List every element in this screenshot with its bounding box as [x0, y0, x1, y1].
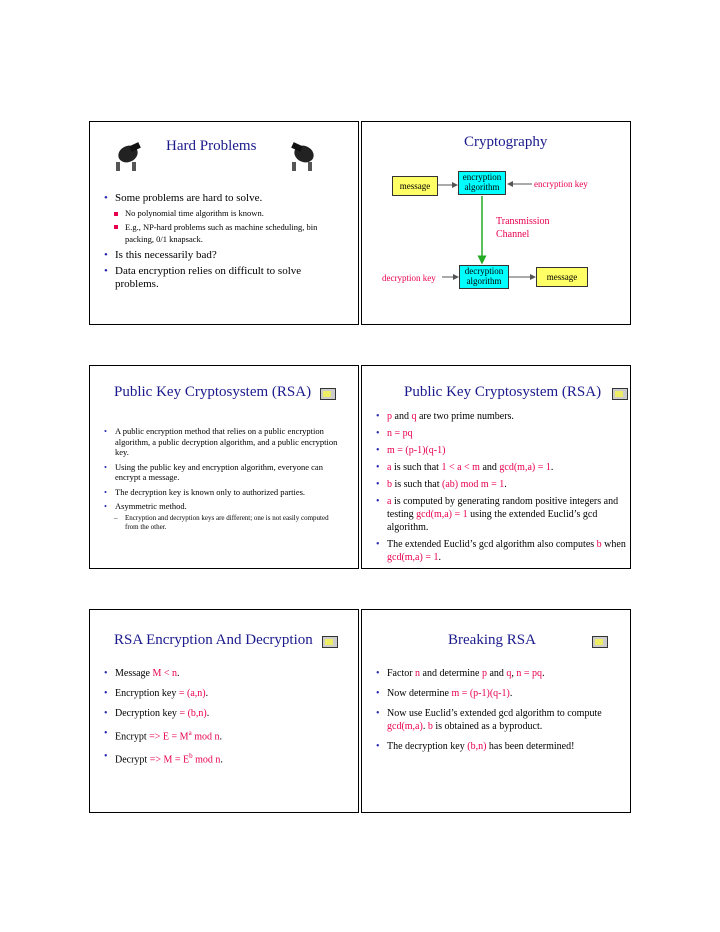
list-item: • Factor n and determine p and q, n = pq. [376, 668, 545, 679]
slide-public-key-2 [361, 365, 631, 569]
list-item: • The decryption key is known only to authorized parties. [104, 486, 306, 497]
list-item: • p and q are two prime numbers. [376, 411, 514, 422]
list-item: • Encryption key = (a,n). [104, 688, 209, 699]
bullet-list [104, 426, 342, 532]
speaker-icon [592, 636, 608, 648]
bullet-list [104, 192, 350, 291]
list-item: • Decryption key = (b,n). [104, 708, 210, 719]
slide-title: Cryptography [464, 134, 548, 150]
list-item: • Some problems are hard to solve. [104, 192, 263, 204]
speaker-icon [612, 388, 628, 400]
list-item: • m = (p-1)(q-1) [376, 445, 446, 456]
slide-title: Hard Problems [166, 138, 257, 154]
slide-title: RSA Encryption And Decryption [114, 632, 313, 648]
bullet-list [104, 667, 344, 767]
decryption-algorithm-box: decryption algorithm [459, 265, 509, 289]
slide-hard-problems [89, 121, 359, 325]
list-item: • b is such that (ab) mod m = 1. [376, 479, 507, 490]
bullet-list [376, 667, 626, 753]
cannon-icon [286, 142, 322, 172]
decryption-key-label: decryption key [382, 273, 436, 283]
list-item: • Message M < n. [104, 668, 180, 679]
speaker-icon [322, 636, 338, 648]
diagram-arrows [362, 122, 632, 326]
list-item: • Using the public key and encryption algorithm, everyone can encrypt a message. [104, 461, 323, 482]
list-item: • a is such that 1 < a < m and gcd(m,a) = 1. [376, 462, 554, 473]
list-item: • Decrypt => $M = E^b$ mod n. [104, 751, 223, 766]
slide-title: Public Key Cryptosystem (RSA) [404, 384, 602, 400]
slide-rsa-enc-dec [89, 609, 359, 813]
slide-title: Breaking RSA [448, 632, 536, 648]
list-item: E.g., NP-hard problems such as machine scheduling, bin packing, 0/1 knapsack. [114, 221, 350, 245]
message-box: message [392, 176, 438, 196]
transmission-channel-label: Transmission Channel [496, 216, 550, 240]
cannon-icon [110, 142, 146, 172]
message-box: message [536, 267, 588, 287]
encryption-key-label: encryption key [534, 179, 588, 189]
list-item: • Encrypt => $E = M^a$ mod n. [104, 728, 222, 743]
encryption-algorithm-box: encryption algorithm [458, 171, 506, 195]
list-item: • The extended Euclid’s gcd algorithm also computes b when gcd(m,a) = 1. [376, 539, 626, 563]
list-item: • Now use Euclid’s extended gcd algorithm to compute gcd(m,a). b is obtained as a byproduct. [376, 708, 602, 732]
list-item: • Asymmetric method. [104, 501, 187, 511]
list-item: – Encryption and decryption keys are different; one is not easily computed from the other. [114, 513, 329, 531]
list-item: • The decryption key (b,n) has been determined! [376, 741, 575, 752]
list-item: • Is this necessarily bad? [104, 249, 217, 261]
list-item: • A public encryption method that relies on a public encryption algorithm, a public decryption algorithm, and a public encryption key. [104, 426, 338, 457]
speaker-icon [320, 388, 336, 400]
slide-title: Public Key Cryptosystem (RSA) [114, 384, 312, 400]
list-item: • a is computed by generating random positive integers and testing gcd(m,a) = 1 using the extended Euclid’s gcd algorithm. [376, 496, 619, 533]
list-item: • Data encryption relies on difficult to solve problems. [104, 265, 302, 290]
list-item: No polynomial time algorithm is known. [114, 208, 350, 219]
slide-breaking-rsa [361, 609, 631, 813]
slide-cryptography [361, 121, 631, 325]
list-item: • Now determine m = (p-1)(q-1). [376, 688, 513, 699]
list-item: • n = pq [376, 428, 413, 439]
bullet-list [376, 410, 626, 564]
slide-public-key-1 [89, 365, 359, 569]
